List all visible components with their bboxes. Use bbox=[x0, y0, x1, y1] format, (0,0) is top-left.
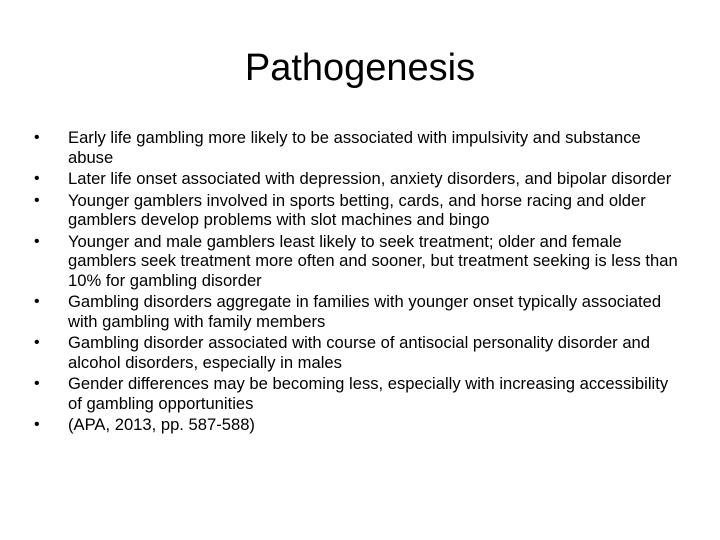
bullet-text: Gender differences may be becoming less, especially with increasing accessibility of gambling opportunities bbox=[68, 374, 669, 413]
bullet-icon: • bbox=[34, 232, 40, 250]
bullet-text: Later life onset associated with depression, anxiety disorders, and bipolar disorder bbox=[68, 169, 672, 188]
slide-title: Pathogenesis bbox=[244, 47, 476, 89]
list-item bbox=[34, 292, 684, 331]
bullet-icon: • bbox=[34, 375, 40, 392]
list-item bbox=[34, 232, 684, 291]
list-item bbox=[34, 128, 684, 167]
bullet-text: Gambling disorder associated with course of antisocial personality disorder and alcohol disorders, especially in males bbox=[68, 333, 651, 372]
list-item bbox=[34, 374, 684, 413]
list-item bbox=[34, 333, 684, 372]
bullet-icon: • bbox=[34, 129, 40, 146]
bullet-text: Early life gambling more likely to be associated with impulsivity and substance abuse bbox=[68, 128, 641, 167]
bullet-icon: • bbox=[34, 191, 40, 209]
bullet-icon: • bbox=[34, 293, 40, 310]
bullet-list bbox=[34, 128, 684, 437]
bullet-icon: • bbox=[34, 170, 40, 187]
bullet-text: (APA, 2013, pp. 587-588) bbox=[68, 415, 255, 434]
bullet-text: Gambling disorders aggregate in families with younger onset typically associated with gambling with family members bbox=[68, 292, 662, 331]
bullet-text: Younger gamblers involved in sports betting, cards, and horse racing and older gamblers develop problems with slot machines and bingo bbox=[68, 190, 646, 229]
bullet-text: Younger and male gamblers least likely to seek treatment; older and female gamblers seek treatment more often and sooner, but treatment seeking is less than 10% for gambling disorder bbox=[68, 231, 678, 290]
list-item bbox=[34, 415, 684, 435]
bullet-icon: • bbox=[34, 334, 40, 351]
list-item bbox=[34, 169, 684, 189]
list-item bbox=[34, 191, 684, 230]
bullet-icon: • bbox=[34, 416, 40, 433]
